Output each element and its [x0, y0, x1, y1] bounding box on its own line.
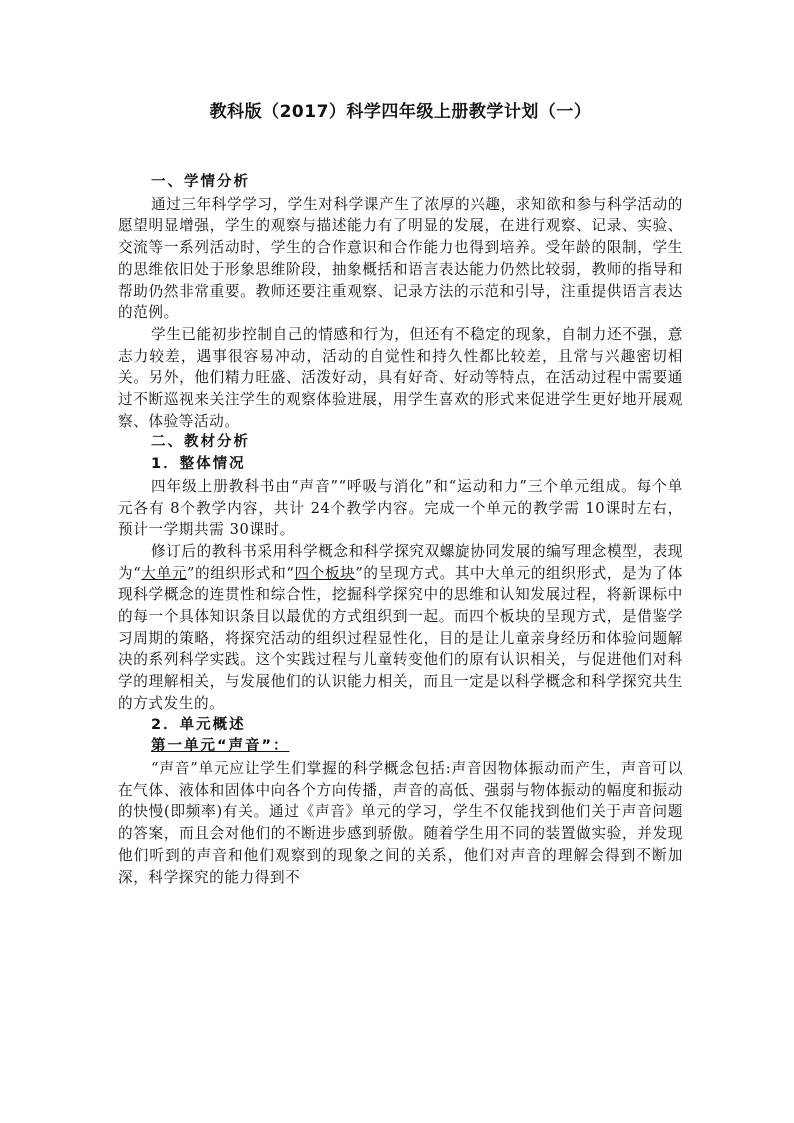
- paragraph-overall-2-text-a: 修订后的教科书采用科学概念和科学探究双螺旋协同发展的编写理念模型，表现为“: [118, 542, 683, 582]
- unit-heading-sound: [118, 736, 683, 758]
- paragraph-unit-sound: “声音”单元应让学生们掌握的科学概念包括:声音因物体振动而产生，声音可以在气体、液体和固体中向各个方向传播，声音的高低、强弱与物体振动的幅度和振动的快慢(即频率)有关。通过《声音》单元的学习，学生不仅能找到他们关于声音问题的答案，而且会对他们的不断进步感到骄傲。随着学生用不同的装置做实验，并发现他们听到的声音和他们观察到的现象之间的关系，他们对声音的理解会得到不断加深，科学探究的能力得到不: [118, 759, 683, 886]
- paragraph-overall-2: [118, 541, 683, 715]
- document-title: 教科版（2017）科学四年级上册教学计划（一）: [209, 102, 592, 122]
- link-big-unit[interactable]: 大单元: [141, 564, 187, 582]
- section-heading-student-analysis: 一、学情分析: [151, 174, 250, 190]
- subsection-heading-overall: 1．整体情况: [151, 456, 246, 473]
- paragraph-overall-2-text-b: ”的组织形式和“: [186, 564, 295, 582]
- paragraph-student-analysis-2: 学生已能初步控制自己的情感和行为，但还有不稳定的现象，自制力还不强，意志力较差，遇事很容易冲动，活动的自觉性和持久性都比较差，且常与兴趣密切相关。另外，他们精力旺盛、活泼好动，具有好奇、好动等特点，在活动过程中需要通过不断巡视来关注学生的观察体验进展，用学生喜欢的形式来促进学生更好地开展观察、体验等活动。: [118, 325, 683, 430]
- link-four-blocks[interactable]: 四个板块: [294, 564, 356, 582]
- paragraph-student-analysis-1: 通过三年科学学习，学生对科学课产生了浓厚的兴趣，求知欲和参与科学活动的愿望明显增强，学生的观察与描述能力有了明显的发展，在进行观察、记录、实验、交流等一系列活动时，学生的合作意识和合作能力也得到培养。受年龄的限制，学生的思维依旧处于形象思维阶段，抽象概括和语言表达能力仍然比较弱，教师的指导和帮助仍然非常重要。教师还要注重观察、记录方法的示范和引导，注重提供语言表达的范例。: [118, 195, 683, 322]
- document-page: [118, 100, 683, 888]
- paragraph-overall-2-text-c: ”的呈现方式。其中大单元的组织形式，是为了体现科学概念的连贯性和综合性，挖掘科学探究中的思维和认知发展过程，将新课标中的每一个具体知识条目以最优的方式组织到一起。而四个板块的呈现方式，是借鉴学习周期的策略，将探究活动的组织过程显性化，目的是让儿童亲身经历和体验问题解决的系列科学实践。这个实践过程与儿童转变他们的原有认识相关，与促进他们对科学的理解相关，与发展他们的认识能力相关，而且一定是以科学概念和科学探究共生的方式发生的。: [118, 564, 683, 712]
- section-heading-textbook-analysis: 二、教材分析: [151, 434, 250, 451]
- unit-heading-sound-text: 第一单元“声音”：: [151, 738, 290, 755]
- subsection-heading-unit-overview: 2．单元概述: [151, 716, 246, 733]
- paragraph-overall-1: 四年级上册教科书由“声音”“呼吸与消化”和“运动和力”三个单元组成。每个单元各有 8个教学内容，共计 24个教学内容。完成一个单元的教学需 10课时左右，预计一学期共需 30课时。: [118, 477, 683, 539]
